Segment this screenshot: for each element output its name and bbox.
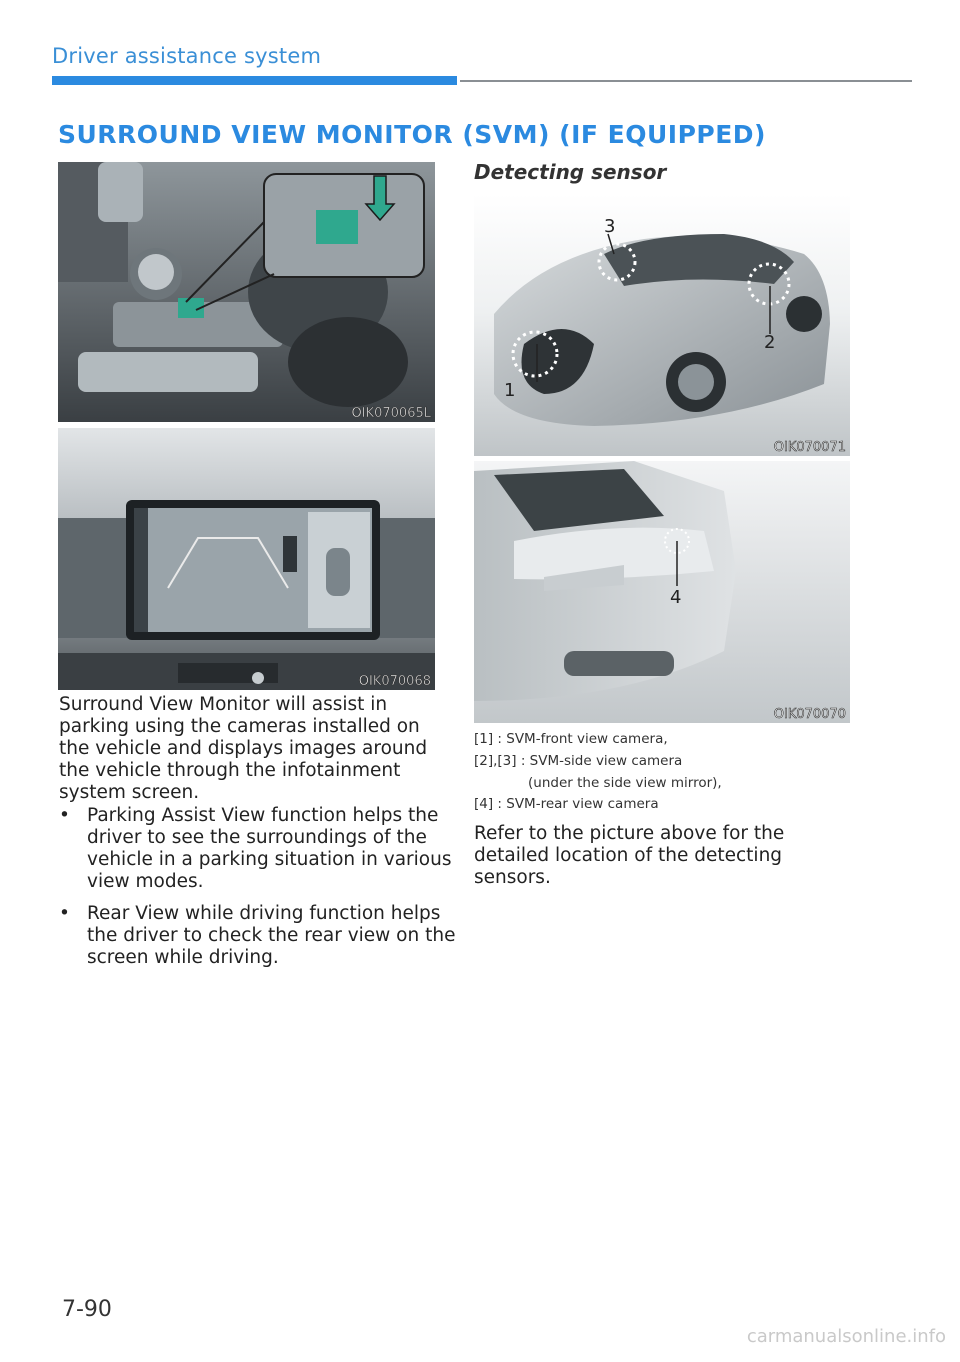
legend-line: (under the side view mirror), (528, 775, 722, 791)
bullet-item (59, 903, 469, 973)
page-number: 7-90 (62, 1297, 112, 1322)
bullet-item (59, 805, 469, 895)
legend-line: [2],[3] : SVM-side view camera (474, 753, 683, 769)
rear-car-photo (474, 461, 850, 723)
detecting-note: Refer to the picture above for the detailed location of the detecting sensors. (474, 823, 785, 888)
callout-4: 4 (670, 587, 682, 608)
legend-line: [4] : SVM-rear view camera (474, 796, 659, 812)
figure-code: OIK070070 (773, 707, 846, 722)
running-header: Driver assistance system (52, 44, 322, 68)
figure-code: OIK070071 (773, 440, 846, 455)
bullet-dot: • (59, 903, 70, 924)
watermark: carmanualsonline.info (746, 1326, 946, 1347)
callout-1: 1 (504, 380, 516, 401)
bullet-text: Rear View while driving function helps the driver to check the rear view on the screen while driving. (87, 903, 456, 968)
infotainment-screen-photo (58, 428, 435, 690)
front-car-photo (474, 194, 850, 456)
header-rule-accent (52, 76, 457, 85)
legend-line: [1] : SVM-front view camera, (474, 731, 668, 747)
intro-paragraph: Surround View Monitor will assist in parking using the cameras installed on the vehicle and displays images around the vehicle through the infotainment system screen. (59, 694, 428, 803)
bullet-dot: • (59, 805, 70, 826)
bullet-text: Parking Assist View function helps the driver to see the surroundings of the vehicle in a parking situation in various view modes. (87, 805, 452, 892)
figure-code: OIK070065L (351, 406, 431, 421)
header-rule (460, 80, 912, 82)
section-title: SURROUND VIEW MONITOR (SVM) (IF EQUIPPED) (58, 120, 766, 149)
console-button-photo (58, 162, 435, 422)
callout-3: 3 (604, 216, 616, 237)
callout-2: 2 (764, 332, 776, 353)
figure-code: OIK070068 (358, 674, 431, 689)
detecting-sensor-heading: Detecting sensor (474, 160, 667, 184)
